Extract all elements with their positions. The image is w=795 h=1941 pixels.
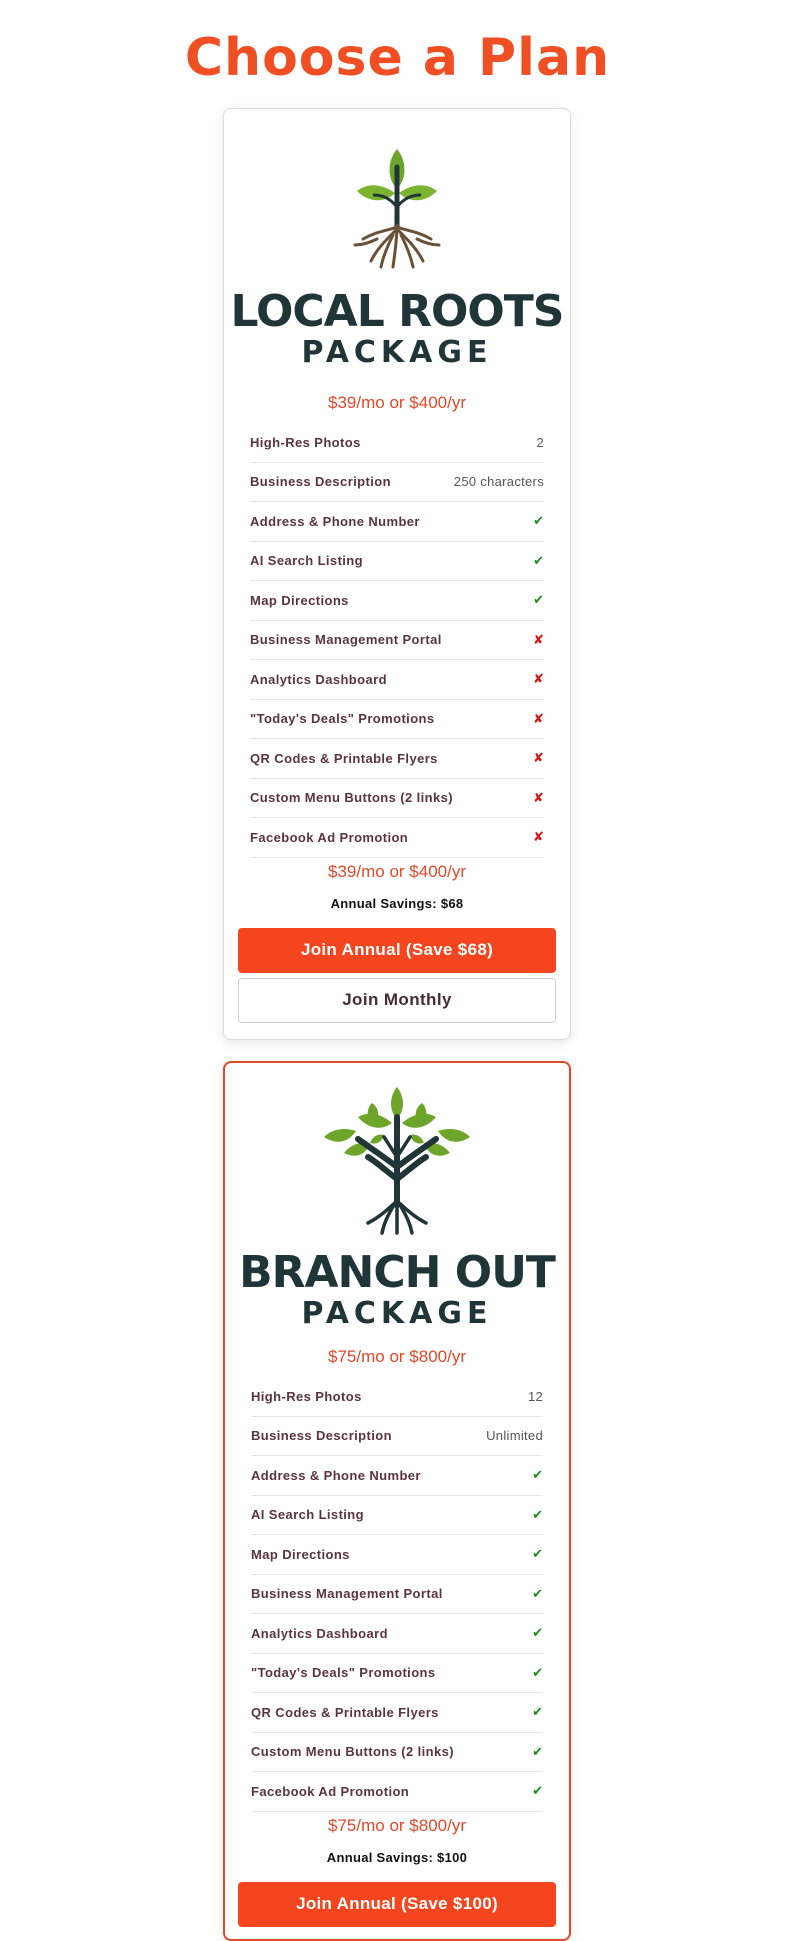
check-icon: ✔ (532, 1664, 543, 1680)
feature-name: "Today's Deals" Promotions (250, 711, 435, 727)
cross-icon: ✘ (533, 631, 544, 647)
cross-icon: ✘ (533, 750, 544, 766)
feature-name: Business Description (250, 474, 391, 490)
feature-row (250, 581, 544, 621)
plan-price-repeat: $75/mo or $800/yr (328, 1815, 466, 1835)
check-icon: ✔ (532, 1506, 543, 1522)
annual-savings: Annual Savings: $100 (326, 1849, 468, 1865)
feature-row (251, 1456, 543, 1496)
feature-name: AI Search Listing (251, 1507, 364, 1523)
check-icon: ✔ (533, 592, 544, 608)
feature-name: "Today's Deals" Promotions (251, 1665, 436, 1681)
feature-row (251, 1614, 543, 1654)
check-icon: ✔ (532, 1743, 543, 1759)
feature-row (250, 700, 544, 740)
feature-name: Map Directions (250, 592, 349, 608)
feature-name: Map Directions (251, 1546, 350, 1562)
feature-row (251, 1496, 543, 1536)
package-name-line1: LOCAL ROOTS (230, 286, 564, 337)
check-icon: ✔ (532, 1546, 543, 1562)
plan-price-repeat: $39/mo or $400/yr (328, 861, 466, 881)
feature-row (251, 1377, 543, 1417)
check-icon: ✔ (532, 1585, 543, 1601)
roots-sprout-logo (337, 127, 457, 272)
package-name-line2: PACKAGE (301, 335, 493, 370)
annual-savings: Annual Savings: $68 (330, 895, 464, 911)
feature-name: High-Res Photos (250, 434, 361, 450)
feature-row (251, 1654, 543, 1694)
feature-row (251, 1535, 543, 1575)
feature-name: Business Management Portal (250, 632, 442, 648)
feature-row (250, 739, 544, 779)
feature-row (250, 423, 544, 463)
check-icon: ✔ (532, 1625, 543, 1641)
feature-name: QR Codes & Printable Flyers (251, 1704, 439, 1720)
package-name-line1: BRANCH OUT (239, 1247, 555, 1298)
feature-row (251, 1693, 543, 1733)
feature-value: 12 (527, 1388, 543, 1404)
cross-icon: ✘ (533, 789, 544, 805)
feature-row (251, 1772, 543, 1812)
check-icon: ✔ (532, 1704, 543, 1720)
feature-name: Address & Phone Number (251, 1467, 421, 1483)
cross-icon: ✘ (533, 829, 544, 845)
feature-value: Unlimited (486, 1428, 543, 1444)
feature-name: High-Res Photos (251, 1388, 362, 1404)
feature-row (250, 463, 544, 503)
feature-row (250, 502, 544, 542)
join-annual-button[interactable]: Join Annual (Save $100) (238, 1882, 556, 1927)
feature-name: Business Management Portal (251, 1586, 443, 1602)
check-icon: ✔ (532, 1467, 543, 1483)
feature-name: AI Search Listing (250, 553, 363, 569)
plan-card-branch-out (223, 1061, 571, 1941)
feature-row (250, 818, 544, 858)
feature-value: 2 (536, 434, 544, 450)
package-name (225, 1247, 569, 1331)
feature-name: Custom Menu Buttons (2 links) (251, 1744, 454, 1760)
feature-name: Facebook Ad Promotion (250, 829, 409, 845)
feature-name: Custom Menu Buttons (2 links) (250, 790, 453, 806)
feature-list (250, 423, 544, 858)
page-title: Choose a Plan (184, 28, 611, 88)
check-icon: ✔ (532, 1783, 543, 1799)
check-icon: ✔ (533, 552, 544, 568)
feature-row (250, 542, 544, 582)
feature-row (251, 1733, 543, 1773)
package-name-line2: PACKAGE (301, 1296, 493, 1331)
feature-row (250, 660, 544, 700)
feature-name: Analytics Dashboard (250, 671, 387, 687)
join-annual-button[interactable]: Join Annual (Save $68) (238, 928, 556, 973)
cross-icon: ✘ (533, 671, 544, 687)
plan-price: $75/mo or $800/yr (328, 1347, 466, 1366)
feature-name: Address & Phone Number (250, 513, 420, 529)
feature-row (250, 621, 544, 661)
plan-card-local-roots (223, 108, 571, 1040)
tree-logo (322, 1087, 472, 1237)
plan-price: $39/mo or $400/yr (328, 393, 466, 412)
feature-name: Business Description (251, 1428, 392, 1444)
check-icon: ✔ (533, 513, 544, 529)
feature-row (250, 779, 544, 819)
feature-row (251, 1417, 543, 1457)
feature-row (251, 1575, 543, 1615)
package-name (224, 286, 570, 370)
cross-icon: ✘ (533, 710, 544, 726)
feature-name: Facebook Ad Promotion (251, 1783, 410, 1799)
feature-value: 250 characters (453, 474, 544, 490)
feature-name: Analytics Dashboard (251, 1625, 388, 1641)
feature-list (251, 1377, 543, 1812)
feature-name: QR Codes & Printable Flyers (250, 750, 438, 766)
join-monthly-button[interactable]: Join Monthly (238, 978, 556, 1023)
